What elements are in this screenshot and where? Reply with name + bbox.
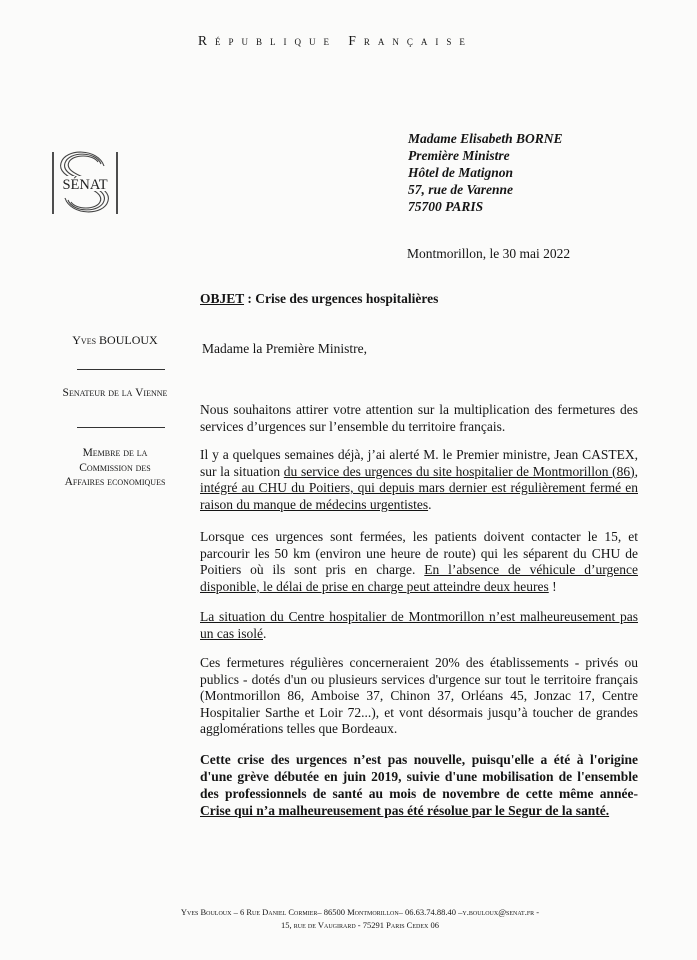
footer-line-2: 15, rue de Vaugirard - 75291 Paris Cedex 06 bbox=[281, 920, 439, 930]
membership-line-1: Membre de la bbox=[82, 447, 148, 459]
paragraph-1: Nous souhaitons attirer votre attention sur la multiplication des fermetures des services d’urgences sur l’ensemble du territoire français. bbox=[200, 402, 638, 434]
subject-separator: : bbox=[244, 291, 256, 306]
underlined-text: Crise qui n’a malheureusement pas été résolue par le Segur de la santé. bbox=[200, 803, 610, 818]
underlined-text: du service des urgences du site hospitalier de Montmorillon (86), intégré au CHU du Poitiers, qui depuis mars dernier est régulièrement fermé en raison du manque de médecins urgentistes bbox=[200, 463, 638, 512]
paragraph-6: Cette crise des urgences n’est pas nouvelle, puisqu'elle a été à l'origine d'une grève débutée en juin 2019, suivie d'une mobilisation de l'ensemble des professionnels de santé au mois de novembre de cette même année- Crise qui n’a malheureusement pas été résolue par le Segur de la santé. bbox=[200, 752, 638, 818]
underlined-text: En l’absence de véhicule d’urgence disponible, le délai de prise en charge peut atteindre deux heures bbox=[200, 562, 638, 594]
recipient-building: Hôtel de Matignon bbox=[408, 165, 514, 180]
subject-label: OBJET bbox=[200, 291, 245, 306]
sender-name: Yves BOULOUX bbox=[72, 333, 158, 347]
paragraph-5: Ces fermetures régulières concerneraient 20% des établissements - privés ou publics - dotés d'un ou plusieurs services d'urgence sur tout le territoire français (Montmorillon 86, Amboise 37, Chinon 37, Orléans 45, Jonzac 17, Centre Hospitalier Sarthe et Loir 72...), et vont désormais jusqu’à toucher de grandes agglomérations telles que Bordeaux. bbox=[200, 655, 638, 736]
footer-line-1: Yves Bouloux – 6 Rue Daniel Cormier– 86500 Montmorillon– 06.63.74.88.40 –y.bouloux@senat.fr - bbox=[180, 907, 540, 917]
letter-footer bbox=[100, 906, 620, 932]
paragraph-3: Lorsque ces urgences sont fermées, les patients doivent contacter le 15, et parcourir les 50 km (environ une heure de route) qui les séparent du CHU de Poitiers où ils sont pris en charge. En l’absence de véhicule d’urgence disponible, le délai de prise en charge peut atteindre deux heures ! bbox=[200, 529, 638, 594]
membership-line-2: Commission des bbox=[79, 461, 151, 474]
letter-subject bbox=[200, 291, 438, 307]
sender-role: Senateur de la Vienne bbox=[62, 387, 168, 399]
membership-line-3: Affaires economiques bbox=[64, 476, 166, 488]
paragraph-4: La situation du Centre hospitalier de Montmorillon n’est malheureusement pas un cas isolé. bbox=[200, 609, 638, 641]
sidebar-divider-2 bbox=[77, 427, 165, 428]
logo-text: SÉNAT bbox=[62, 177, 108, 193]
subject-text: Crise des urgences hospitalières bbox=[255, 291, 439, 306]
sidebar-divider bbox=[77, 369, 165, 370]
paragraph-2: Il y a quelques semaines déjà, j’ai alerté M. le Premier ministre, Jean CASTEX, sur la situation du service des urgences du site hospitalier de Montmorillon (86), intégré au CHU du Poitiers, qui depuis mars dernier est régulièrement fermé en raison du manque de médecins urgentistes. bbox=[200, 447, 638, 512]
recipient-name: Madame Elisabeth BORNE bbox=[408, 131, 563, 146]
republique-francaise-header bbox=[198, 33, 473, 49]
salutation: Madame la Première Ministre, bbox=[202, 341, 367, 356]
senat-logo bbox=[45, 148, 123, 218]
letter-date: Montmorillon, le 30 mai 2022 bbox=[407, 246, 571, 261]
sender-membership bbox=[30, 446, 200, 490]
underlined-text: La situation du Centre hospitalier de Montmorillon n’est malheureusement pas un cas isolé bbox=[200, 609, 638, 641]
recipient-address bbox=[408, 130, 563, 215]
recipient-street: 57, rue de Varenne bbox=[408, 182, 514, 197]
recipient-city: 75700 PARIS bbox=[408, 199, 484, 214]
recipient-title: Première Ministre bbox=[408, 148, 510, 163]
header-title: République Française bbox=[198, 33, 473, 48]
